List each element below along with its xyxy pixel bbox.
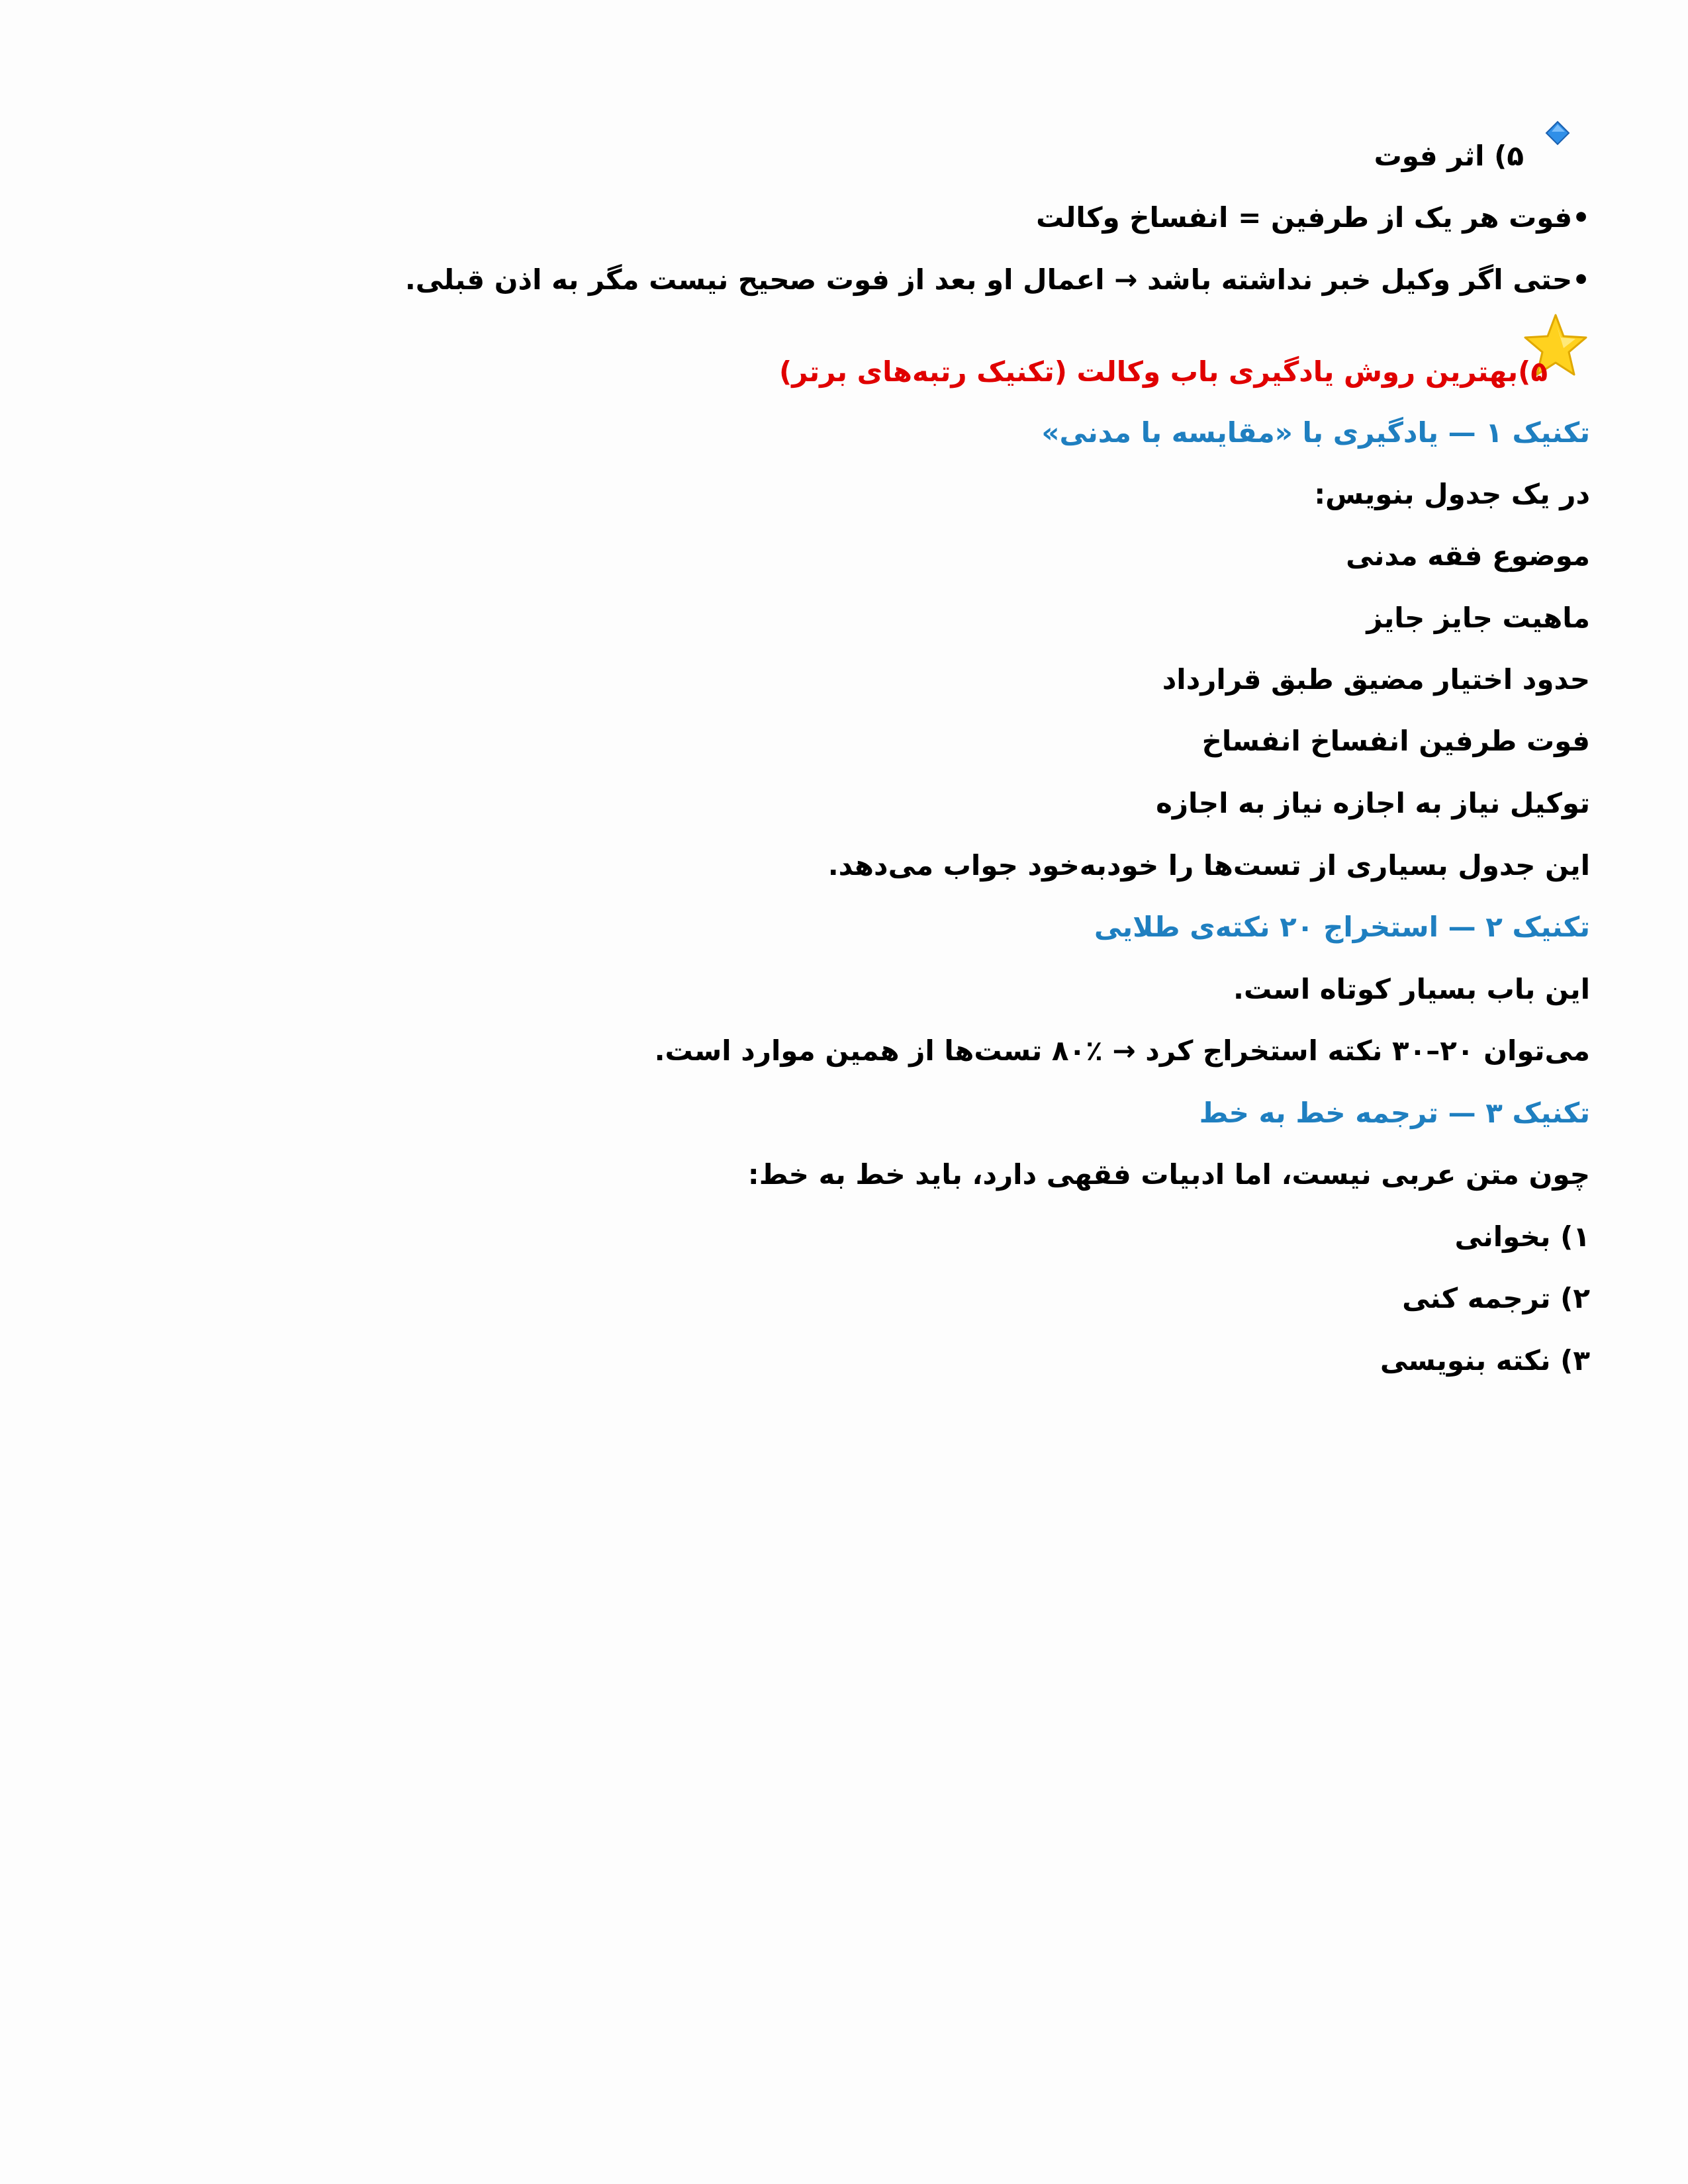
- table-row-authority: حدود اختیار مضیق طبق قرارداد: [1162, 663, 1590, 696]
- technique-3-title: تکنیک ۳ — ترجمه خط به خط: [1199, 1097, 1590, 1129]
- best-method-heading: ۵)بهترین روش یادگیری باب وکالت (تکنیک رتبه‌های برتر): [779, 355, 1548, 388]
- table-row-death: فوت طرفین انفساخ انفساخ: [1201, 725, 1590, 757]
- technique-3-step-1: ۱) بخوانی: [1454, 1220, 1590, 1253]
- technique-3-step-2: ۲) ترجمه کنی: [1402, 1282, 1590, 1314]
- table-row-delegation: توکیل نیاز به اجازه نیاز به اجازه: [1156, 787, 1590, 819]
- technique-1-conclusion: این جدول بسیاری از تست‌ها را خودبه‌خود جواب می‌دهد.: [827, 849, 1590, 882]
- death-bullet-2: •حتی اگر وکیل خبر نداشته باشد → اعمال او بعد از فوت صحیح نیست مگر به اذن قبلی.: [404, 263, 1590, 296]
- section-death-heading: ۵) اثر فوت: [1374, 140, 1524, 172]
- death-bullet-1: •فوت هر یک از طرفین = انفساخ وکالت: [1036, 201, 1590, 234]
- diamond-bullet-icon: [1545, 120, 1570, 146]
- technique-1-title: تکنیک ۱ — یادگیری با «مقایسه با مدنی»: [1041, 416, 1590, 449]
- technique-3-step-3: ۳) نکته بنویسی: [1380, 1344, 1590, 1377]
- technique-2-line-2: می‌توان ۲۰–۳۰ نکته استخراج کرد → ٪۸۰ تست‌ها از همین موارد است.: [654, 1034, 1590, 1067]
- technique-3-intro: چون متن عربی نیست، اما ادبیات فقهی دارد، باید خط به خط:: [747, 1158, 1590, 1191]
- technique-2-title: تکنیک ۲ — استخراج ۲۰ نکته‌ی طلایی: [1094, 911, 1590, 943]
- technique-2-line-1: این باب بسیار کوتاه است.: [1233, 973, 1590, 1005]
- table-row-nature: ماهیت جایز جایز: [1366, 602, 1590, 634]
- table-row-subject: موضوع فقه مدنی: [1346, 539, 1590, 572]
- technique-1-intro: در یک جدول بنویس:: [1314, 478, 1590, 510]
